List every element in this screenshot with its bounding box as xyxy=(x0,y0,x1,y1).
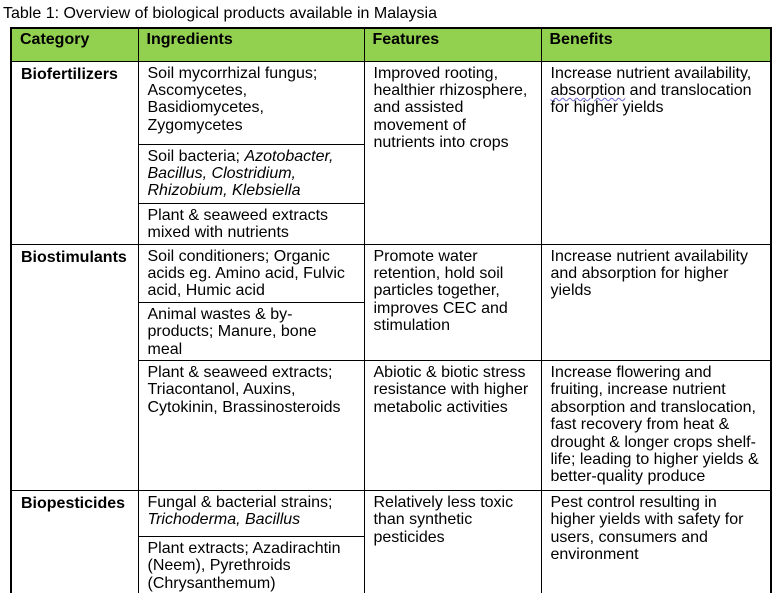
table-row xyxy=(11,490,771,536)
header-features: Features xyxy=(364,28,541,61)
header-ingredients: Ingredients xyxy=(138,28,364,61)
ingredients-cell-biofertilizers-2: Soil bacteria; Azotobacter, Bacillus, Clostridium, Rhizobium, Klebsiella xyxy=(138,144,364,203)
benefits-cell-biofertilizers: Increase nutrient availability, absorption and translocation for higher yields xyxy=(541,61,771,244)
category-cell-biostimulants: Biostimulants xyxy=(11,244,138,490)
header-category: Category xyxy=(11,28,138,61)
ingredients-cell-biostimulants-1: Soil conditioners; Organic acids eg. Amino acid, Fulvic acid, Humic acid xyxy=(138,244,364,302)
ingredients-cell-biostimulants-2: Animal wastes & by-products; Manure, bone meal xyxy=(138,302,364,360)
table-row xyxy=(11,61,771,144)
ingredients-cell-biostimulants-3: Plant & seaweed extracts; Triacontanol, Auxins, Cytokinin, Brassinosteroids xyxy=(138,360,364,490)
benefits-cell-biopesticides: Pest control resulting in higher yields with safety for users, consumers and environment xyxy=(541,490,771,593)
table-row xyxy=(11,244,771,302)
ingredients-cell-biofertilizers-3: Plant & seaweed extracts mixed with nutrients xyxy=(138,203,364,244)
header-benefits: Benefits xyxy=(541,28,771,61)
biological-products-table xyxy=(10,27,772,593)
benefits-cell-biostimulants-a: Increase nutrient availability and absorption for higher yields xyxy=(541,244,771,360)
benefits-cell-biostimulants-b: Increase flowering and fruiting, increase nutrient absorption and translocation, fast recovery from heat & drought & longer crops shelf-life; leading to higher yields & better-quality produce xyxy=(541,360,771,490)
features-cell-biostimulants-b: Abiotic & biotic stress resistance with higher metabolic activities xyxy=(364,360,541,490)
features-cell-biopesticides: Relatively less toxic than synthetic pesticides xyxy=(364,490,541,593)
category-cell-biopesticides: Biopesticides xyxy=(11,490,138,593)
features-cell-biostimulants-a: Promote water retention, hold soil particles together, improves CEC and stimulation xyxy=(364,244,541,360)
ingredients-cell-biofertilizers-1: Soil mycorrhizal fungus; Ascomycetes, Basidiomycetes, Zygomycetes xyxy=(138,61,364,144)
ingredients-cell-biopesticides-1: Fungal & bacterial strains; Trichoderma, Bacillus xyxy=(138,490,364,536)
ingredients-cell-biopesticides-2: Plant extracts; Azadirachtin (Neem), Pyrethroids (Chrysanthemum) xyxy=(138,536,364,593)
features-cell-biofertilizers: Improved rooting, healthier rhizosphere, and assisted movement of nutrients into crops xyxy=(364,61,541,244)
header-row xyxy=(11,28,771,61)
category-cell-biofertilizers: Biofertilizers xyxy=(11,61,138,244)
table-caption: Table 1: Overview of biological products available in Malaysia xyxy=(3,5,437,22)
